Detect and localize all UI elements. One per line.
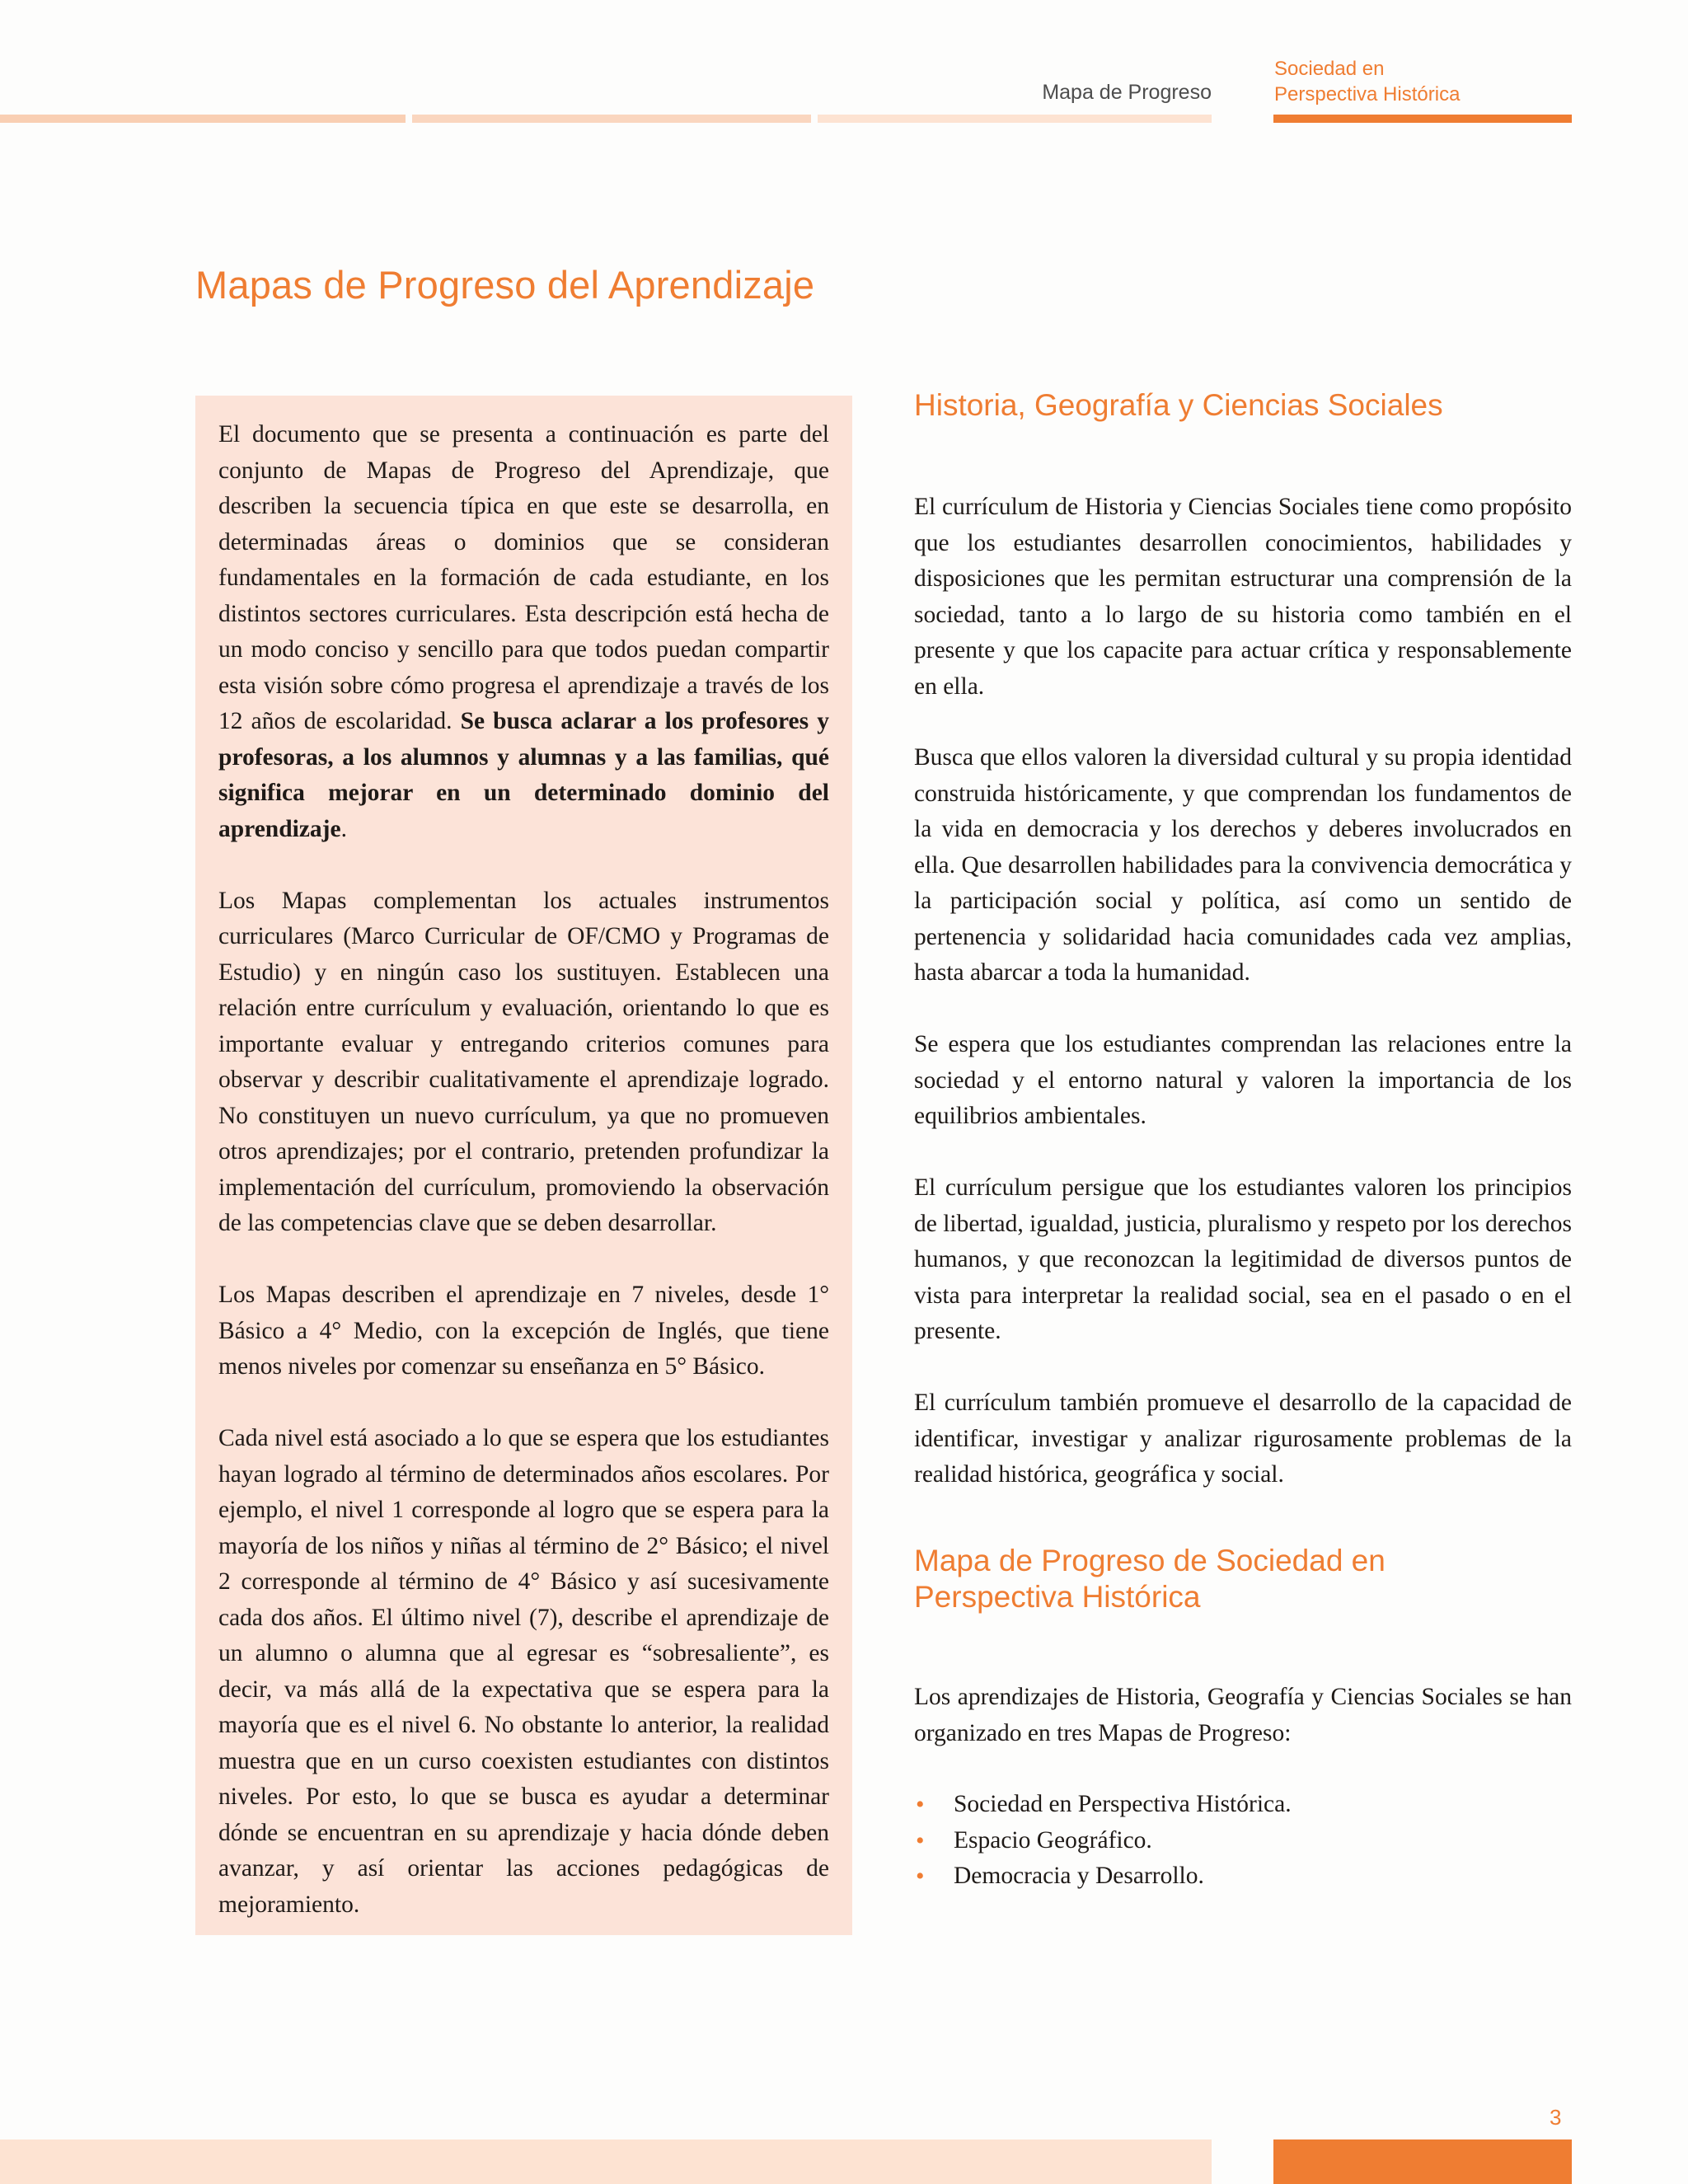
header-section-line1: Sociedad en bbox=[1274, 58, 1385, 80]
list-item bbox=[914, 1823, 1572, 1859]
header-bar-1 bbox=[0, 115, 406, 123]
historia-paragraph-2: Busca que ellos valoren la diversidad cultural y su propia identidad construida históricamente, y que comprendan los fundamentos de la vida en democracia y los derechos y deberes involucrados en ella. Que desarrollen habilidades para la convivencia democrática y la participación social y política, así como un sentido de pertenencia y solidaridad hacia comunidades cada vez amplias, hasta abarcar a toda la humanidad. bbox=[914, 744, 1572, 986]
intro-paragraph-3: Los Mapas describen el aprendizaje en 7 niveles, desde 1° Básico a 4° Medio, con la excepción de Inglés, que tiene menos niveles por comenzar su enseñanza en 5° Básico. bbox=[218, 1282, 829, 1380]
page-number: 3 bbox=[1550, 2105, 1562, 2130]
list-item-text: Democracia y Desarrollo. bbox=[954, 1863, 1204, 1889]
bullet-icon: • bbox=[916, 1863, 925, 1890]
historia-paragraph-1: El currículum de Historia y Ciencias Sociales tiene como propósito que los estudiantes desarrollen conocimientos, habilidades y disposiciones que les permitan estructurar una comprensión de la sociedad, tanto a lo largo de su historia como también en el presente y que los capacite para actuar crítica y responsablemente en ella. bbox=[914, 494, 1572, 700]
section-heading-mapa-line2: Perspectiva Histórica bbox=[914, 1580, 1201, 1614]
list-item-text: Espacio Geográfico. bbox=[954, 1826, 1152, 1854]
footer-bar-accent bbox=[1273, 2139, 1572, 2184]
footer-bar bbox=[0, 2139, 1212, 2184]
header-bar-active bbox=[1273, 115, 1572, 123]
mapas-list bbox=[914, 1787, 1572, 1895]
mapa-paragraph: Los aprendizajes de Historia, Geografía y Ciencias Sociales se han organizado en tres Mapas de Progreso: bbox=[914, 1684, 1572, 1746]
intro-paragraph-1 bbox=[218, 417, 829, 847]
list-item-text: Sociedad en Perspectiva Histórica. bbox=[954, 1791, 1292, 1817]
intro-box bbox=[195, 396, 852, 1935]
header-section-label bbox=[1274, 56, 1587, 107]
intro-paragraph-2: Los Mapas complementan los actuales instrumentos curriculares (Marco Curricular de OF/CMO y Programas de Estudio) y en ningún caso los sustituyen. Establecen una relación entre currículum y evaluación, orientando lo que es importante evaluar y entregando criterios comunes para observar y describir cualitativamente el aprendizaje logrado. No constituyen un nuevo currículum, ya que no promueven otros aprendizajes; por el contrario, pretenden profundizar la implementación del currículum, promoviendo la observación de las competencias clave que se deben desarrollar. bbox=[218, 887, 829, 1236]
historia-paragraph-3: Se espera que los estudiantes comprendan las relaciones entre la sociedad y el entorno natural y valoren la importancia de los equilibrios ambientales. bbox=[914, 1031, 1572, 1129]
header-bar-3 bbox=[818, 115, 1212, 123]
bullet-icon: • bbox=[916, 1791, 925, 1818]
historia-paragraph-5: El currículum también promueve el desarrollo de la capacidad de identificar, investigar y analizar rigurosamente problemas de la realidad histórica, geográfica y social. bbox=[914, 1390, 1572, 1488]
list-item bbox=[914, 1858, 1572, 1895]
section-heading-mapa-line1: Mapa de Progreso de Sociedad en bbox=[914, 1544, 1386, 1577]
header-map-label: Mapa de Progreso bbox=[1042, 81, 1212, 104]
header-bar-2 bbox=[412, 115, 811, 123]
section-heading-historia: Historia, Geografía y Ciencias Sociales bbox=[914, 388, 1443, 422]
historia-paragraph-4: El currículum persigue que los estudiantes valoren los principios de libertad, igualdad, justicia, pluralismo y respeto por los derechos humanos, y que reconozcan la legitimidad de diversos puntos de vista para interpretar la realidad social, sea en el pasado o en el presente. bbox=[914, 1174, 1572, 1344]
intro-p1-text: El documento que se presenta a continuación es parte del conjunto de Mapas de Progreso del Aprendizaje, que describen la secuencia típica en que este se desarrolla, en determinadas áreas o dominios que se consideran fundamentales en la formación de cada estudiante, en los distintos sectores curriculares. Esta descripción está hecha de un modo conciso y sencillo para que todos puedan compartir esta visión sobre cómo progresa el aprendizaje a través de los 12 años de escolaridad. bbox=[218, 421, 829, 734]
intro-paragraph-4: Cada nivel está asociado a lo que se espera que los estudiantes hayan logrado al término de determinados años escolares. Por ejemplo, el nivel 1 corresponde al logro que se espera para la mayoría de los niños y niñas al término de 2° Básico; el nivel 2 corresponde al término de 4° Básico y así sucesivamente cada dos años. El último nivel (7), describe el aprendizaje de un alumno o alumna que al egresar es “sobresaliente”, es decir, va más allá de la expectativa que se espera para la mayoría que es el nivel 6. No obstante lo anterior, la realidad muestra que en un curso coexisten estudiantes con distintos niveles. Por esto, lo que se busca es ayudar a determinar dónde se encuentran en su aprendizaje y hacia dónde deben avanzar, y así orientar las acciones pedagógicas de mejoramiento. bbox=[218, 1425, 829, 1918]
header-section-line2: Perspectiva Histórica bbox=[1274, 83, 1461, 105]
intro-p1-bold: Se busca aclarar a los profesores y profesoras, a los alumnos y alumnas y a las familias, qué significa mejorar en un determinado dominio del aprendizaje bbox=[218, 708, 829, 842]
bullet-icon: • bbox=[916, 1826, 925, 1854]
list-item bbox=[914, 1787, 1572, 1823]
page-title: Mapas de Progreso del Aprendizaje bbox=[195, 263, 815, 307]
intro-p1-end: . bbox=[340, 815, 347, 842]
section-heading-mapa bbox=[914, 1543, 1572, 1615]
